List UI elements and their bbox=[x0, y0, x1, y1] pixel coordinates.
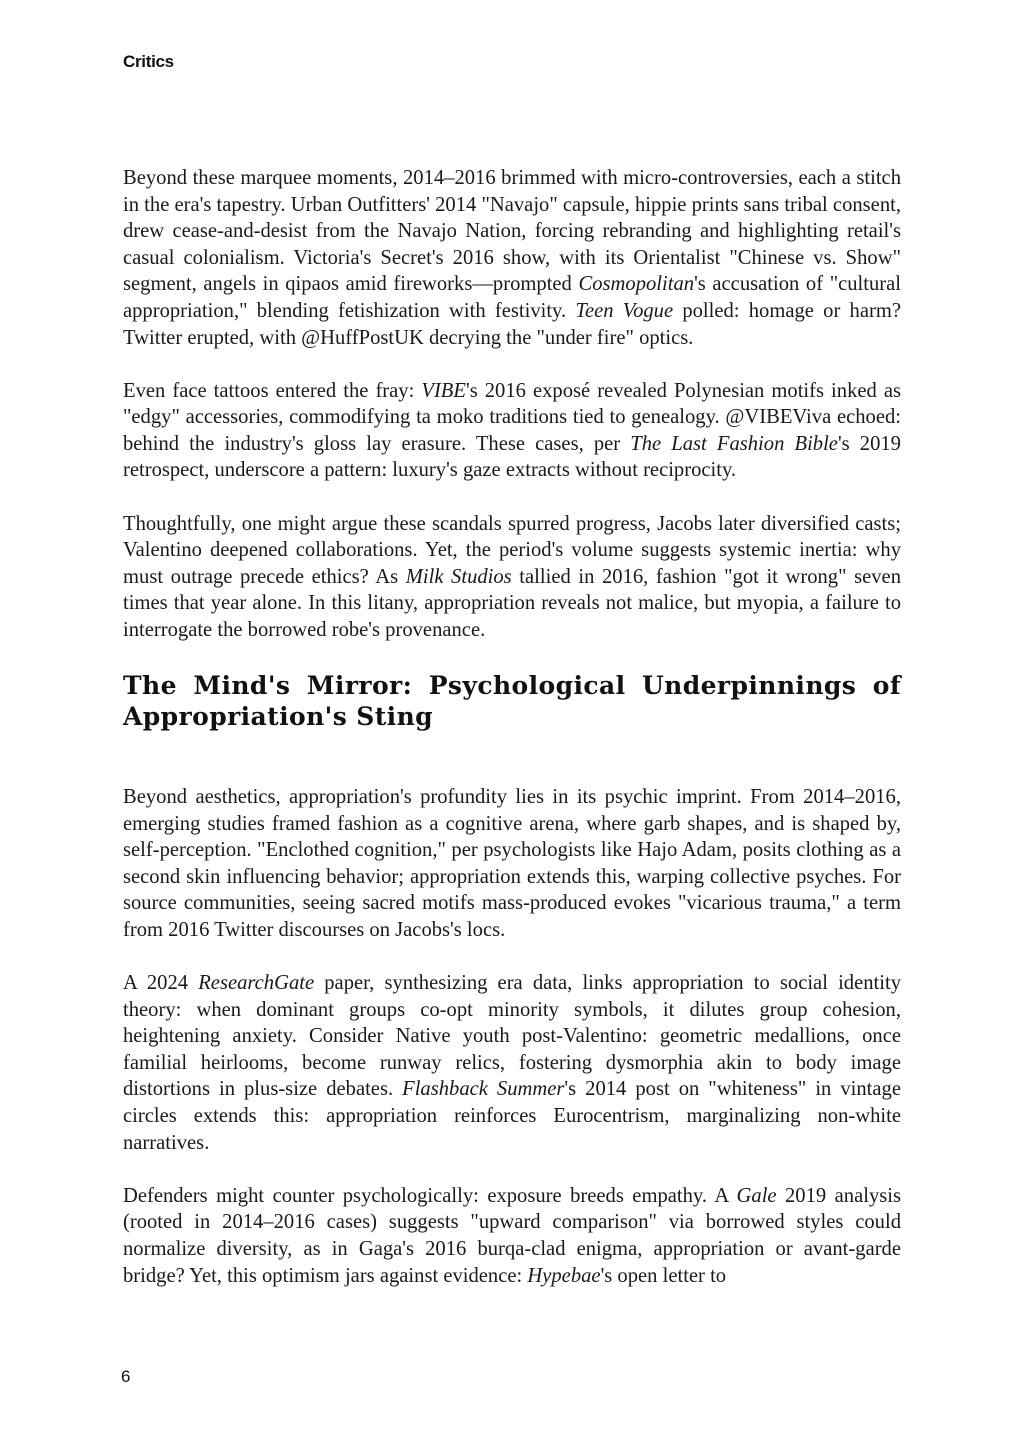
paragraph-2-text-b: 's 2016 exposé revealed Polynesian motifs inked as "edgy" accessories, commodifying ta moko traditions tied to genealogy. @VIBEViva echoed: behind the industry's gloss lay erasure. These cases, per bbox=[123, 379, 902, 455]
paragraph-3-text-b: tallied in 2016, fashion "got it wrong" seven times that year alone. In this litany, appropriation reveals not malice, but myopia, a failure to interrogate the borrowed robe's provenance. bbox=[123, 565, 901, 641]
paragraph-1 bbox=[123, 165, 901, 351]
section-heading: The Mind's Mirror: Psychological Underpinnings of Appropriation's Sting bbox=[123, 671, 901, 731]
paragraph-5-text-c: 's 2014 post on "whiteness" in vintage circles extends this: appropriation reinforces Eurocentrism, marginalizing non-white narratives. bbox=[123, 1078, 901, 1154]
paragraph-5 bbox=[123, 970, 901, 1156]
paragraph-6-text-b: 2019 analysis (rooted in 2014–2016 cases) suggests "upward comparison" via borrowed styles could normalize diversity, as in Gaga's 2016 burqa-clad enigma, appropriation or avant-garde bridge? Yet, this optimism jars against evidence: bbox=[123, 1184, 901, 1287]
paragraph-6-text-c: 's open letter to bbox=[600, 1264, 727, 1287]
article-body bbox=[123, 165, 901, 1289]
paragraph-2-text-c: 's 2019 retrospect, underscore a pattern: luxury's gaze extracts without reciprocity. bbox=[123, 432, 901, 482]
publication-vibe: VIBE bbox=[421, 379, 466, 402]
paragraph-4-text: Beyond aesthetics, appropriation's profundity lies in its psychic imprint. From 2014–2016, emerging studies framed fashion as a cognitive arena, where garb shapes, and is shaped by, self-perception. "Enclothed cognition," per psychologists like Hajo Adam, posits clothing as a second skin influencing behavior; appropriation extends this, warping collective psyches. For source communities, seeing sacred motifs mass-produced evokes "vicarious trauma," a term from 2016 Twitter discourses on Jacobs's locs. bbox=[123, 786, 901, 941]
publication-milk-studios: Milk Studios bbox=[405, 565, 512, 588]
paragraph-1-text-a: Beyond these marquee moments, 2014–2016 brimmed with micro-controversies, each a stitch in the era's tapestry. Urban Outfitters' 2014 "Navajo" capsule, hippie prints sans tribal consent, drew cease-and-desist from the Navajo Nation, forcing rebranding and highlighting retail's casual colonialism. Victoria's Secret's 2016 show, with its Orientalist "Chinese vs. Show" segment, angels in qipaos amid fireworks—prompted bbox=[123, 167, 901, 296]
page-number: 6 bbox=[121, 1367, 131, 1386]
paragraph-1-text-b: 's accusation of "cultural appropriation," blending fetishization with festivity. bbox=[123, 273, 901, 322]
paragraph-3 bbox=[123, 511, 901, 644]
publication-teen-vogue: Teen Vogue bbox=[575, 299, 674, 322]
paragraph-1-text-c: polled: homage or harm? Twitter erupted, with @HuffPostUK decrying the "under fire" optics. bbox=[123, 299, 901, 349]
publication-flashback-summer: Flashback Summer bbox=[402, 1078, 565, 1101]
paragraph-2 bbox=[123, 378, 901, 484]
paragraph-6-text-a: Defenders might counter psychologically: exposure breeds empathy. A bbox=[123, 1184, 737, 1207]
publication-cosmopolitan: Cosmopolitan bbox=[578, 273, 695, 296]
paragraph-6 bbox=[123, 1183, 901, 1289]
paragraph-4 bbox=[123, 784, 901, 944]
paragraph-2-text-a: Even face tattoos entered the fray: bbox=[123, 379, 422, 402]
publication-hypebae: Hypebae bbox=[527, 1264, 601, 1287]
running-header-title: Critics bbox=[123, 52, 174, 71]
paragraph-3-text-a: Thoughtfully, one might argue these scandals spurred progress, Jacobs later diversified casts; Valentino deepened collaborations. Yet, the period's volume suggests systemic inertia: why must outrage precede ethics? As bbox=[123, 512, 901, 588]
publication-gale: Gale bbox=[736, 1184, 777, 1207]
publication-last-fashion-bible: The Last Fashion Bible bbox=[630, 432, 838, 455]
publication-researchgate: ResearchGate bbox=[198, 972, 315, 995]
paragraph-5-text-a: A 2024 bbox=[123, 972, 199, 995]
paragraph-5-text-b: paper, synthesizing era data, links appropriation to social identity theory: when dominant groups co-opt minority symbols, it dilutes group cohesion, heightening anxiety. Consider Native youth post-Valentino: geometric medallions, once familial heirlooms, become runway relics, fostering dysmorphia akin to body image distortions in plus-size debates. bbox=[123, 972, 901, 1101]
